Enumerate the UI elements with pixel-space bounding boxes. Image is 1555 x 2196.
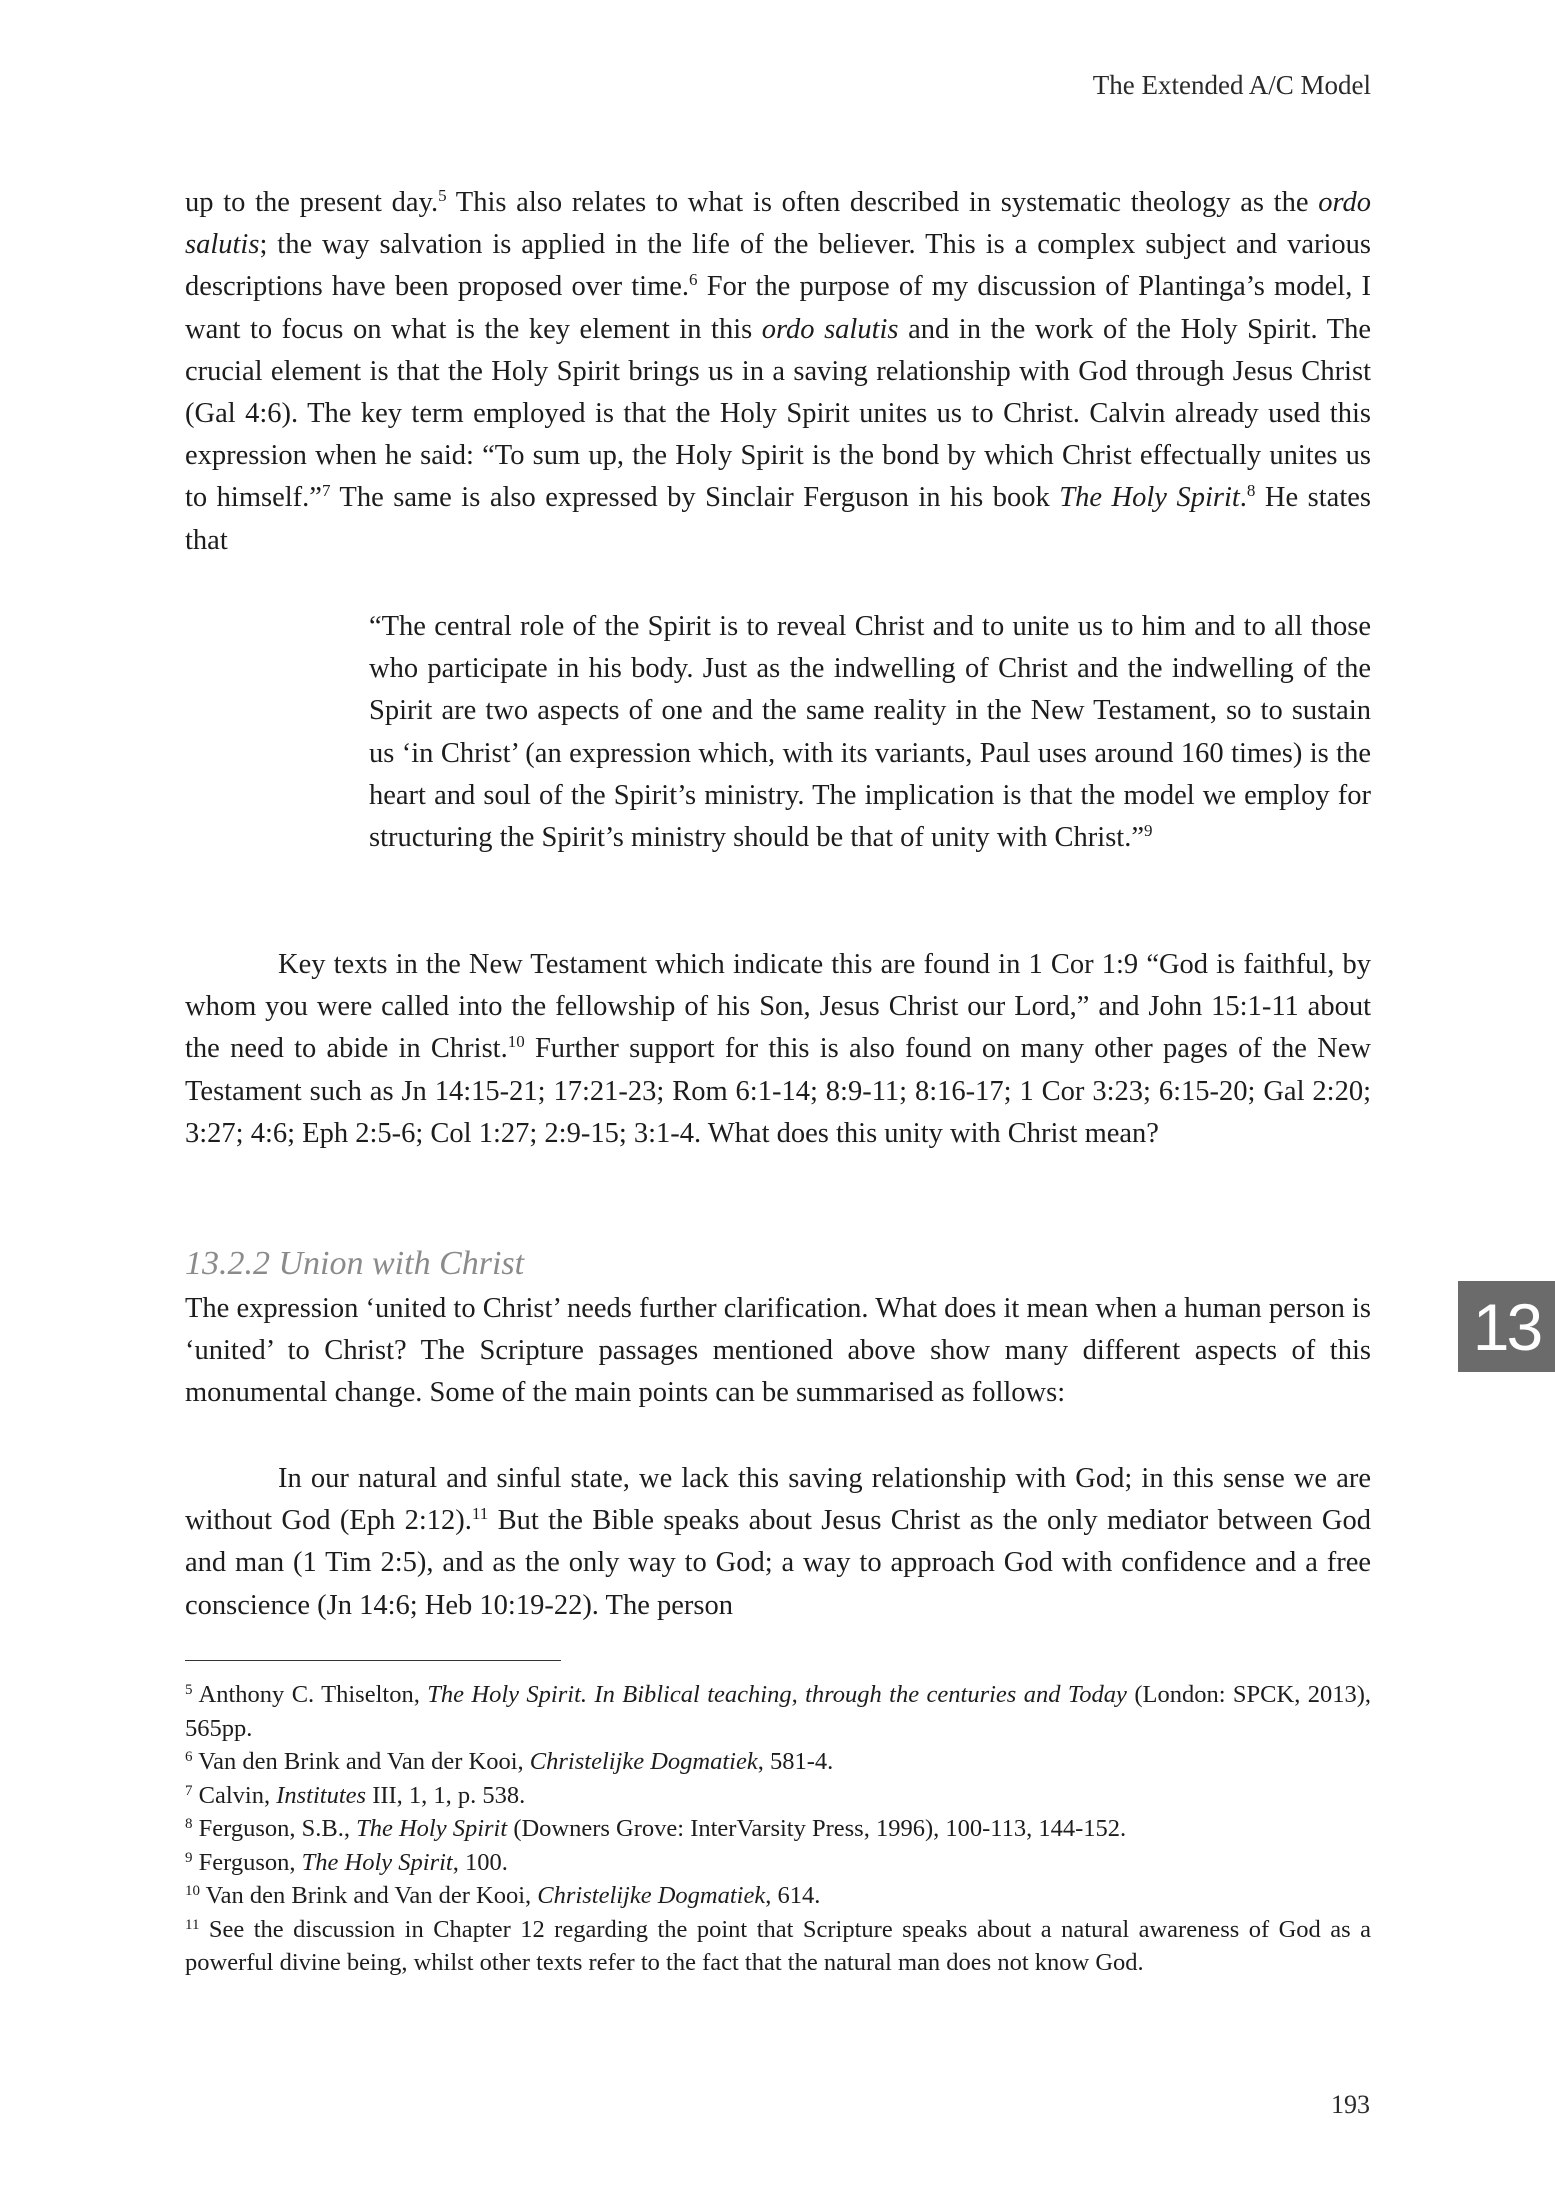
paragraph: Key texts in the New Testament which indicate this are found in 1 Cor 1:9 “God is faithful, by whom you were called into the fellowship of his Son, Jesus Christ our Lord,” and John 15:1-11 about the need to abide in Christ.$^{10}$ Further support for this is also found on many other pages of the New Testament such as Jn 14:15-21; 17:21-23; Rom 6:1-14; 8:9-11; 8:16-17; 1 Cor 3:23; 6:15-20; Gal 2:20; 3:27; 4:6; Eph 2:5-6; Col 1:27; 2:9-15; 3:1-4. What does this unity with Christ mean? — [185, 949, 1371, 1149]
page-number: 193 — [1331, 2090, 1370, 2119]
footnote: $^{10}$ Van den Brink and Van der Kooi, Christelijke Dogmatiek, 614. — [185, 1882, 821, 1909]
footnote-marker: 10 — [507, 1032, 525, 1052]
footnote-marker: 9 — [185, 1849, 193, 1866]
footnotes — [185, 1678, 1371, 1980]
footnote: $^7$ Calvin, Institutes III, 1, 1, p. 538. — [185, 1781, 526, 1809]
italic-text: The Holy Spirit — [301, 1848, 453, 1876]
footnote-marker: 10 — [185, 1883, 200, 1899]
footnote: $^5$ Anthony C. Thiselton, The Holy Spirit. In Biblical teaching, through the centuries and Today (London: SPCK, 2013), 565pp. — [185, 1681, 1372, 1742]
footnote-marker: 6 — [185, 1749, 193, 1765]
italic-text: The Holy Spirit. In Biblical teaching, through the centuries and Today — [427, 1681, 1127, 1708]
italic-text: ordo salutis — [185, 187, 1371, 261]
footnote-marker: 11 — [185, 1916, 200, 1933]
footnote-marker: 8 — [185, 1816, 193, 1832]
italic-text: ordo salutis — [761, 313, 899, 345]
italic-text: The Holy Spirit — [356, 1815, 508, 1842]
paragraph: The expression ‘united to Christ’ needs further clarification. What does it mean when a human person is ‘united’ to Christ? The Scripture passages mentioned above show many different aspects of this monumental change. Some of the main points can be summarised as follows: — [185, 1293, 1371, 1409]
footnote-marker: 5 — [438, 186, 447, 205]
footnote: $^{11}$ See the discussion in Chapter 12 regarding the point that Scripture speaks about a natural awareness of God as a powerful divine being, whilst other texts refer to the fact that the natural man does not know God. — [185, 1915, 1371, 1976]
section-heading: 13.2.2 Union with Christ — [185, 1245, 525, 1282]
footnote-marker: 7 — [185, 1782, 193, 1799]
footnote-marker: 7 — [321, 481, 331, 501]
footnote-marker: 9 — [1144, 821, 1153, 841]
footnote-divider — [185, 1660, 561, 1661]
chapter-tab: 13 — [1458, 1281, 1555, 1372]
footnote: $^9$ Ferguson, The Holy Spirit, 100. — [185, 1848, 508, 1876]
footnote-marker: 6 — [689, 270, 698, 290]
footnote: $^8$ Ferguson, S.B., The Holy Spirit (Downers Grove: InterVarsity Press, 1996), 100-113, 144-152. — [185, 1815, 1127, 1842]
running-head: The Extended A/C Model — [1092, 70, 1371, 100]
block-quote: “The central role of the Spirit is to reveal Christ and to unite us to him and to all those who participate in his body. Just as the indwelling of Christ and the indwelling of the Spirit are two aspects of one and the same reality in the New Testament, so to sustain us ‘in Christ’ (an expression which, with its variants, Paul uses around 160 times) is the heart and soul of the Spirit’s ministry. The implication is that the model we employ for structuring the Spirit’s ministry should be that of unity with Christ.”$^9$ — [369, 611, 1371, 854]
italic-text: Christelijke Dogmatiek — [537, 1882, 766, 1909]
footnote-marker: 8 — [1246, 481, 1256, 501]
paragraph: up to the present day.$^5$ This also relates to what is often described in systematic theology as the ordo salutis; the way salvation is applied in the life of the believer. This is a complex subject and various descriptions have been proposed over time.$^6$ For the purpose of my discussion of Plantinga’s model, I want to focus on what is the key element in this ordo salutis and in the work of the Holy Spirit. The crucial element is that the Holy Spirit brings us in a saving relationship with God through Jesus Christ (Gal 4:6). The key term employed is that the Holy Spirit unites us to Christ. Calvin already used this expression when he said: “To sum up, the Holy Spirit is the bond by which Christ effectually unites us to himself.”$^7$ The same is also expressed by Sinclair Ferguson in his book The Holy Spirit.$^8$ He states that — [185, 186, 1371, 556]
paragraph: In our natural and sinful state, we lack this saving relationship with God; in this sense we are without God (Eph 2:12).$^{11}$ But the Bible speaks about Jesus Christ as the only mediator between God and man (1 Tim 2:5), and as the only way to God; a way to approach God with confidence and a free conscience (Jn 14:6; Heb 10:19-22). The person — [185, 1463, 1371, 1621]
footnote-marker: 5 — [185, 1682, 193, 1698]
italic-text: The Holy Spirit — [1059, 482, 1240, 514]
italic-text: Christelijke Dogmatiek — [529, 1748, 758, 1775]
italic-text: Institutes — [276, 1781, 367, 1809]
footnote: $^6$ Van den Brink and Van der Kooi, Christelijke Dogmatiek, 581-4. — [185, 1748, 834, 1775]
footnote-marker: 11 — [471, 1504, 489, 1524]
